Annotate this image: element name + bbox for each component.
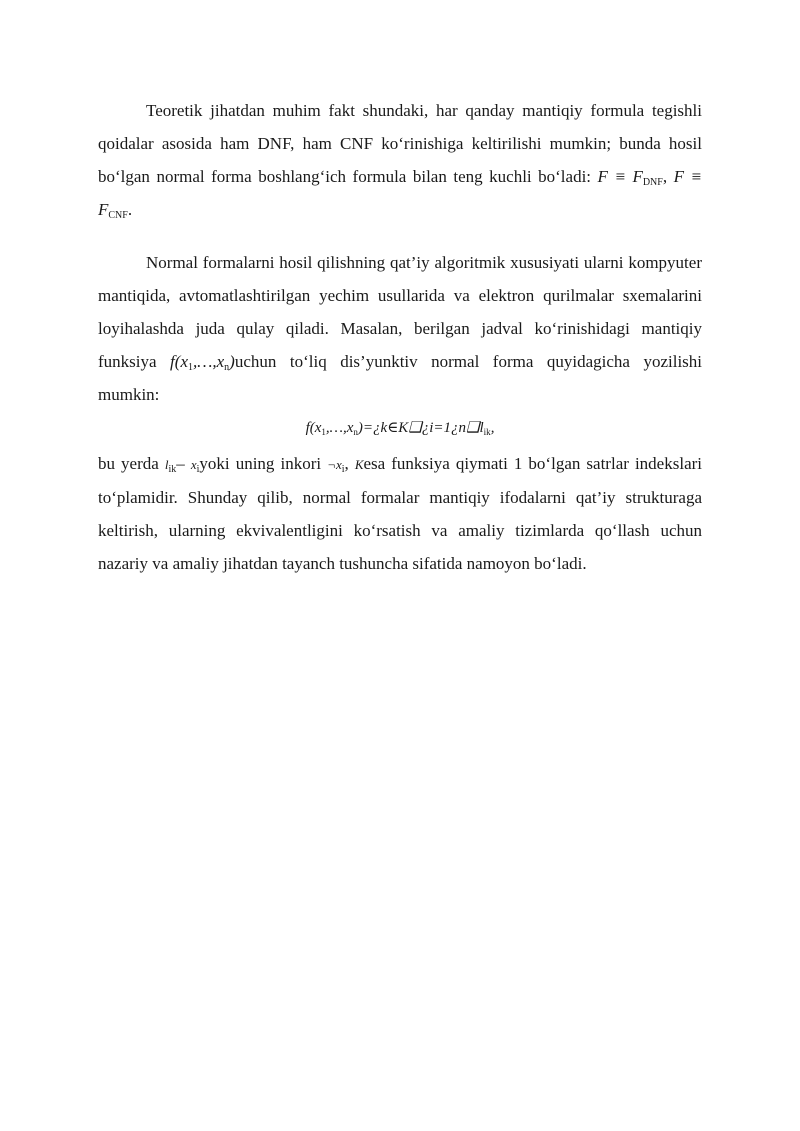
paragraph-text: Normal formalarni hosil qilishning qat’iy algoritmik xususiyati ularni kompyuter mantiqida, avtomatlashtirilgan yechim usullarida va elektron qurilmalar sxemalarini loyihalashda juda qulay qiladi. Masalan, berilgan jadval ko‘rinishidagi mantiqiy funksiya — [98, 253, 702, 371]
paragraph-definitions: bu yerda $l_{ik}-$ $x_iyoki$ uning inkori $\neg x_i$, Kesa funksiya qiymati 1 bo‘lgan satrlar indekslari to‘plamidir. Shunday qilib, normal formalar mantiqiy ifodalarni qat’iy strukturaga keltirish, ularning ekvivalentligini ko‘rsatish va amaliy tizimlarda qo‘llash uchun nazariy va amaliy jihatdan tayanch tushuncha sifatida namoyon bo‘ladi. — [98, 454, 702, 573]
paragraph-algorithmic-property — [98, 246, 702, 411]
equivalence-dnf: $F \equiv F_{DNF}$ — [597, 167, 663, 188]
index-set-k: K — [354, 457, 364, 472]
document-page — [98, 94, 702, 580]
paragraph-text: esa funksiya qiymati 1 bo‘lgan satrlar indekslari to‘plamidir. Shunday qilib, normal formalar mantiqiy ifodalarni qat’iy strukturaga keltirish, ularning ekvivalentligini ko‘rsatish va amaliy tizimlarda qo‘llash uchun nazariy va amaliy jihatdan tayanch tushuncha sifatida namoyon bo‘ladi. — [98, 454, 702, 573]
literal-l-ik: $l_{ik}$ — [164, 457, 177, 475]
paragraph-text: Teoretik jihatdan muhim fakt shundaki, har qanday mantiqiy formula tegishli qoidalar asosida ham DNF, ham CNF ko‘rinishiga keltirilishi mumkin; bunda hosil bo‘lgan normal forma boshlang‘ich formula bilan teng kuchli bo‘ladi: — [98, 101, 702, 186]
negated-variable: $\neg x_i$ — [327, 457, 345, 475]
paragraph-normal-forms-theorem: Teoretik jihatdan muhim fakt shundaki, har qanday mantiqiy formula tegishli qoidalar asosida ham DNF, ham CNF ko‘rinishiga keltirilishi mumkin; bunda hosil bo‘lgan normal forma boshlang‘ich formula bilan teng kuchli bo‘ladi: $F \equiv F_{DNF}$, $F \equiv F_{CNF}$. — [98, 101, 702, 221]
dnf-formula: $f(x_1,\dots,x_n)=¿k\in K❑¿i=1¿n❑l_{ik}$, — [305, 420, 495, 437]
equivalence-cnf: $F \equiv F_{CNF}$ — [98, 167, 702, 221]
paragraph-text-continued: uchun to‘liq dis’yunktiv normal forma quyidagicha yozilishi mumkin: — [98, 352, 703, 404]
function-notation: $f(x_1,\dots,x_n)$ — [170, 352, 235, 373]
variable-x-i: $x_i$ — [190, 457, 200, 475]
